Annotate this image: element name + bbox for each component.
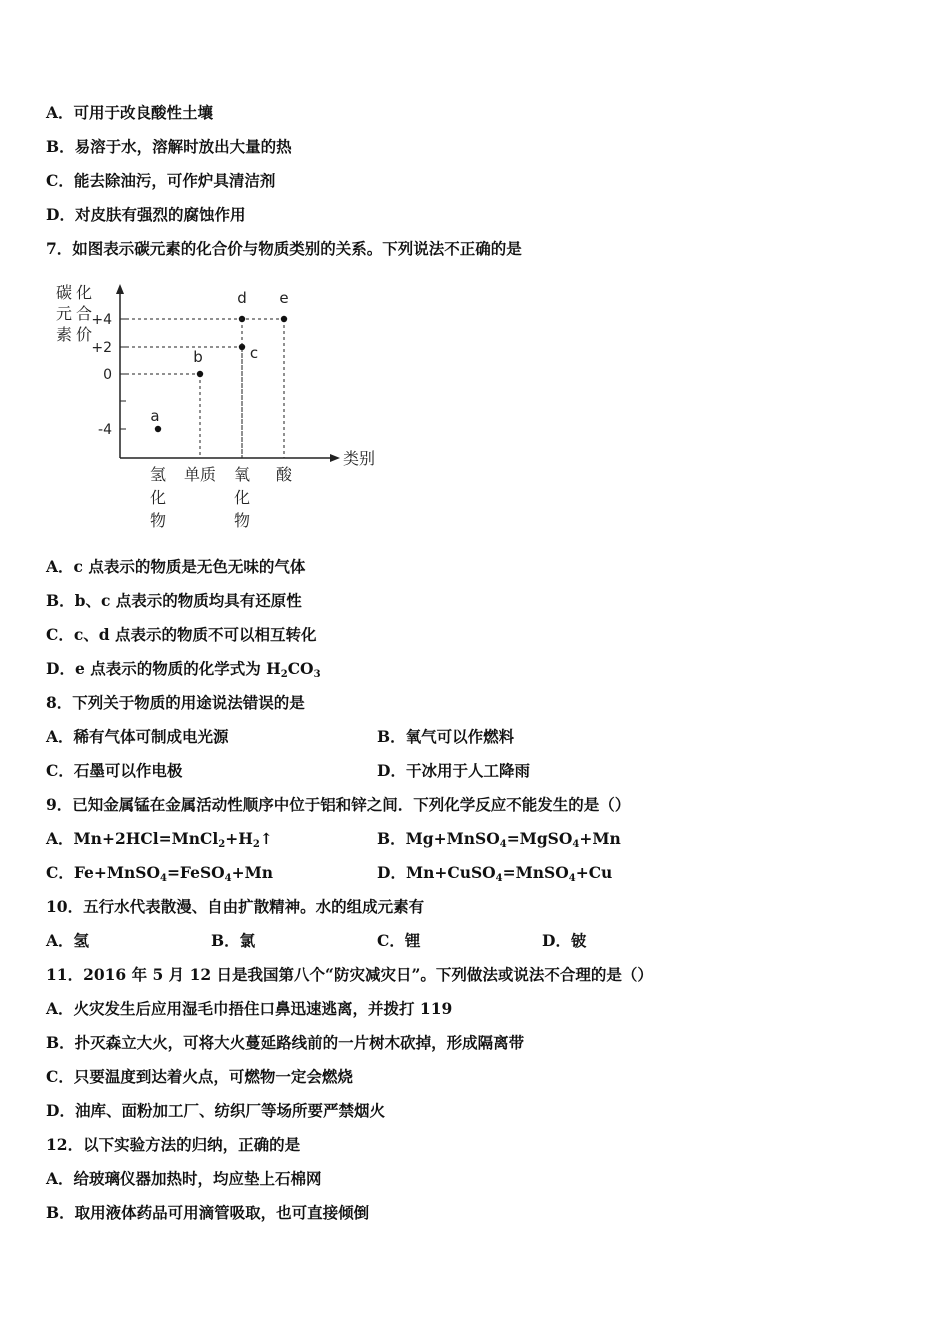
q11-stem: 11．2016 年 5 月 12 日是我国第八个“防灾减灾日”。下列做法或说法不合理的是（） [46, 965, 653, 984]
x-tick-label-oxide: 物 [233, 511, 251, 530]
q7-option-c: C．c、d 点表示的物质不可以相互转化 [46, 625, 317, 644]
x-tick-label-hydride: 氢 [149, 465, 167, 484]
q6-option-a: A．可用于改良酸性土壤 [46, 103, 214, 122]
q7-option-d: D．e 点表示的物质的化学式为 $H_2CO_3$ [46, 659, 321, 680]
q11-option-c: C．只要温度到达着火点，可燃物一定会燃烧 [46, 1067, 353, 1086]
data-point-a [155, 426, 161, 432]
carbon-valence-chart [40, 272, 390, 534]
q12-stem: 12．以下实验方法的归纳，正确的是 [46, 1135, 301, 1154]
q9-stem: 9．已知金属锰在金属活动性顺序中位于铝和锌之间．下列化学反应不能发生的是（） [46, 795, 631, 814]
q7-stem: 7．如图表示碳元素的化合价与物质类别的关系。下列说法不正确的是 [46, 239, 522, 258]
q7-option-a: A．c 点表示的物质是无色无味的气体 [46, 557, 306, 576]
x-tick-label-hydride: 化 [149, 488, 167, 507]
q8-option-d: D．干冰用于人工降雨 [377, 761, 530, 780]
data-label-c: c [249, 344, 259, 362]
y-axis-label-char: 合 [76, 304, 93, 323]
q9-option-c: C．Fe+MnSO$_4$=FeSO$_4$+Mn [46, 863, 274, 884]
x-tick-label-oxide: 氧 [233, 465, 251, 484]
x-tick-label-acid: 酸 [275, 465, 293, 484]
q9-option-a: A．$Mn+2HCl=MnCl_2+H_2↑$ [46, 829, 273, 850]
q11-option-a: A．火灾发生后应用湿毛巾捂住口鼻迅速逃离，并拨打 119 [46, 999, 453, 1018]
y-axis-label-char: 素 [56, 325, 73, 344]
q6-option-c: C．能去除油污，可作炉具清洁剂 [46, 171, 276, 190]
q8-option-c: C．石墨可以作电极 [46, 761, 183, 780]
q8-option-a: A．稀有气体可制成电光源 [46, 727, 229, 746]
q11-option-d: D．油库、面粉加工厂、纺织厂等场所要严禁烟火 [46, 1101, 385, 1120]
y-axis-label-char: 碳 [56, 283, 73, 302]
y-axis-label-char: 元 [56, 304, 73, 323]
q10-option-c: C．锂 [377, 931, 421, 950]
y-tick-label: 0 [103, 367, 112, 383]
q10-option-d: D．铍 [542, 931, 587, 950]
q6-option-d: D．对皮肤有强烈的腐蚀作用 [46, 205, 246, 224]
chart-axes [91, 284, 375, 530]
q9-option-b: B．Mg+MnSO$_4$=MgSO$_4$+Mn [377, 829, 621, 850]
y-axis-label-char: 化 [76, 283, 93, 302]
y-tick-label: +4 [91, 312, 112, 328]
y-tick-label: +2 [91, 340, 112, 356]
data-label-a: a [150, 407, 160, 425]
q10-option-b: B．氯 [211, 931, 256, 950]
x-tick-label-element: 单质 [183, 465, 217, 484]
q8-stem: 8．下列关于物质的用途说法错误的是 [46, 693, 305, 712]
x-tick-label-hydride: 物 [149, 511, 167, 530]
q10-option-a: A．氢 [46, 931, 90, 950]
q8-option-b: B．氧气可以作燃料 [377, 727, 515, 746]
data-label-e: e [279, 289, 289, 307]
data-label-b: b [193, 348, 203, 366]
q12-option-a: A．给玻璃仪器加热时，均应垫上石棉网 [46, 1169, 322, 1188]
data-point-b [197, 371, 203, 377]
y-axis-label-char: 价 [76, 325, 93, 344]
data-point-e [281, 316, 287, 322]
x-tick-label-oxide: 化 [233, 488, 251, 507]
q6-option-b: B．易溶于水，溶解时放出大量的热 [46, 137, 292, 156]
x-axis-arrow [330, 454, 340, 462]
q10-stem: 10．五行水代表散漫、自由扩散精神。水的组成元素有 [46, 897, 425, 916]
x-axis-label: 类别 [343, 449, 376, 468]
y-axis-arrow [116, 284, 124, 294]
chart-y-axis-label [56, 283, 92, 344]
q11-option-b: B．扑灭森立大火，可将大火蔓延路线前的一片树木砍掉，形成隔离带 [46, 1033, 525, 1052]
q12-option-b: B．取用液体药品可用滴管吸取，也可直接倾倒 [46, 1203, 370, 1222]
q7-option-b: B．b、c 点表示的物质均具有还原性 [46, 591, 302, 610]
y-tick-label: -4 [98, 422, 112, 438]
q9-option-d: D．Mn+CuSO$_4$=MnSO$_4$+Cu [377, 863, 613, 884]
data-label-d: d [237, 289, 247, 307]
